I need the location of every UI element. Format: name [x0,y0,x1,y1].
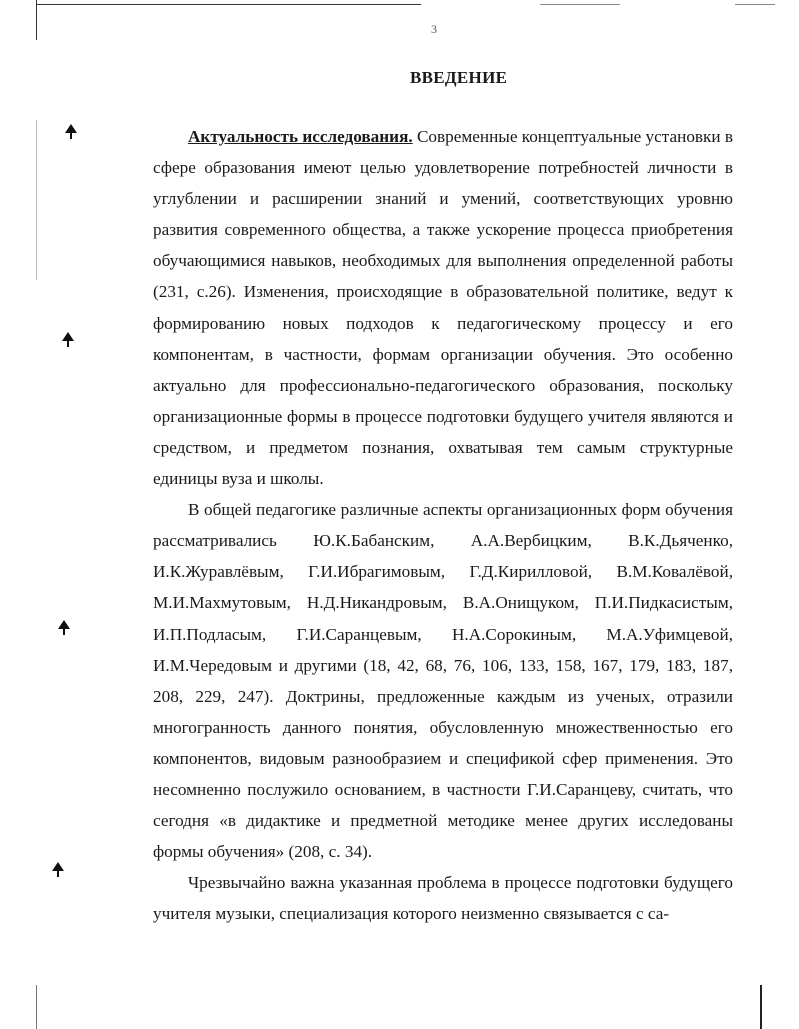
paragraph-pedagogy: В общей педагогике различные аспекты организационных форм обучения рассматривались Ю.К.Бабанским, А.А.Вербицким, В.К.Дьяченко, И.К.Журавлёвым, Г.И.Ибрагимовым, Г.Д.Кирилловой, В.М.Ковалёвой, М.И.Махмутовым, Н.Д.Никандровым, В.А.Онищуком, П.И.Пидкасистым, И.П.Подласым, Г.И.Саранцевым, Н.А.Сорокиным, М.А.Уфимцевой, И.М.Чередовым и другими (18, 42, 68, 76, 106, 133, 158, 167, 179, 183, 187, 208, 229, 247). Доктрины, предложенные каждым из ученых, отразили многогранность данного понятия, обусловленную множественностью его компонентов, видовым разнообразием и спецификой сфер применения. Это несомненно послужило основанием, в частности Г.И.Саранцеву, считать, что сегодня «в дидактике и предметной методике менее других исследованы формы обучения» (208, с. 34). [153,500,733,862]
scan-border-right [760,985,762,1029]
scan-margin-dash [36,120,37,280]
scan-border-left-lower [36,985,37,1029]
scan-border-top [36,4,421,5]
scan-border-top-right [540,4,620,5]
section-lead: Актуальность исследования. [188,127,413,146]
paragraph-text: Современные концептуальные установки в сфере образования имеют целью удовлетворение потребностей личности в углублении и расширении знаний и умений, соответствующих уровню развития современного общества, а также ускорение процесса приобретения обучающимися навыков, необходимых для выполнения определенной работы (231, с.26). Изменения, происходящие в образовательной политике, ведут к формированию новых подходов к педагогическому процессу и его компонентам, в частности, формам организации обучения. Это особенно актуально для профессионально-педагогического образования, поскольку организационные формы в процессе подготовки будущего учителя являются и средством, и предметом познания, охватывая тем самым структурные единицы вуза и школы. [153,127,733,489]
paragraph-music-teacher: Чрезвычайно важна указанная проблема в процессе подготовки будущего учителя музыки, специализация которого неизменно связывается с са- [153,873,733,924]
scan-border-top-right-2 [735,4,775,5]
scan-border-left [36,0,37,40]
paragraph-relevance [153,121,733,494]
page-title: ВВЕДЕНИЕ [410,68,508,87]
page-number: 3 [431,22,437,36]
document-body [153,121,733,929]
